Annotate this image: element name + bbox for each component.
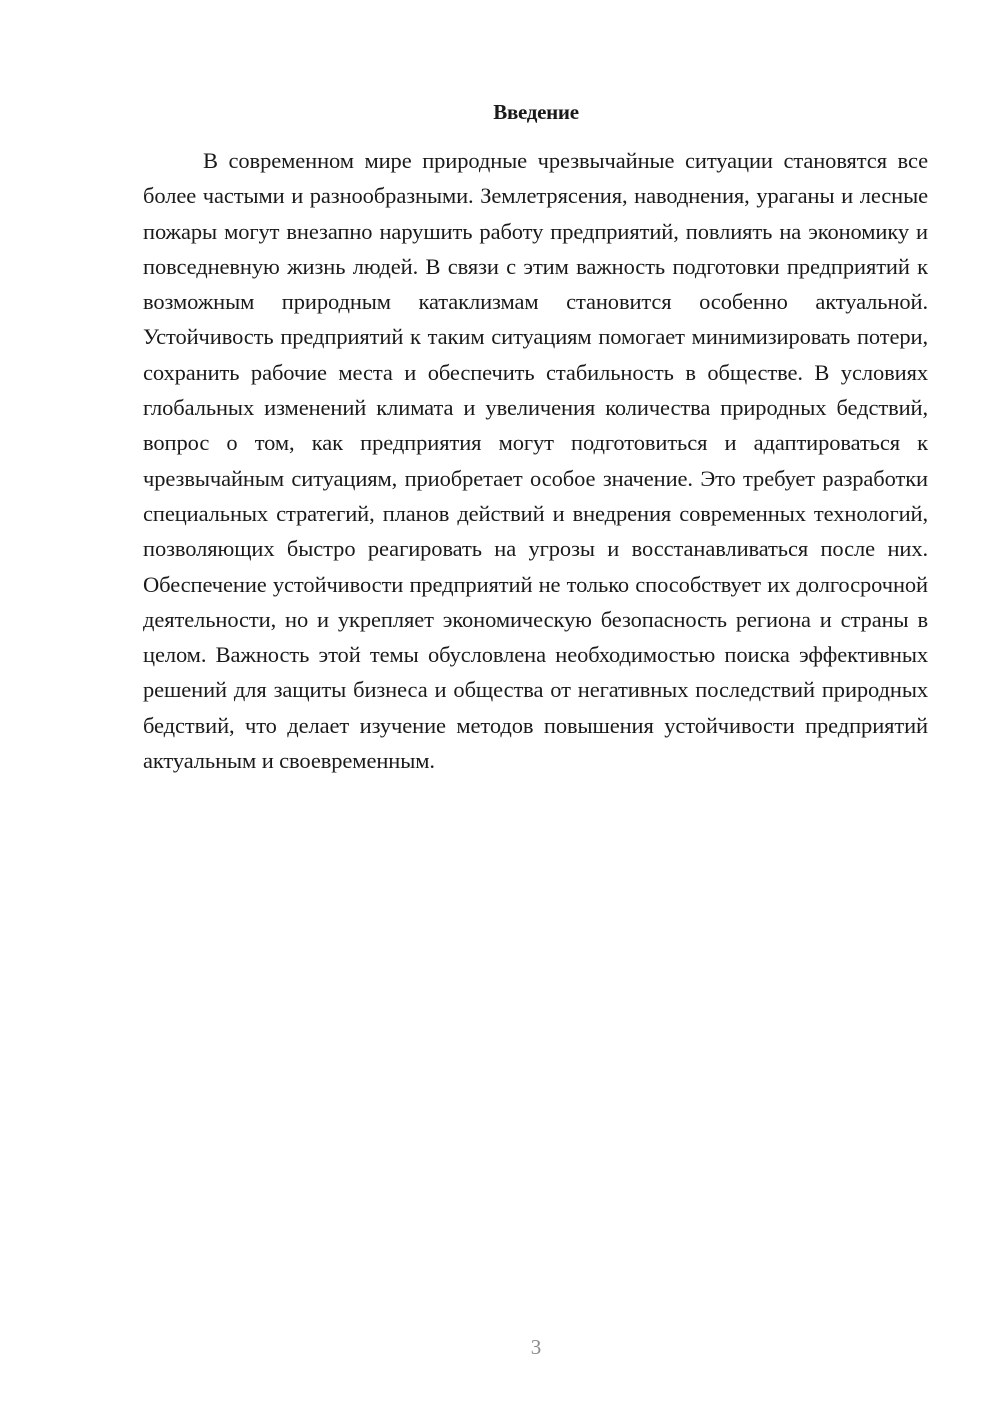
body-paragraph: В современном мире природные чрезвычайные ситуации становятся все более частыми и разнообразными. Землетрясения, наводнения, ураганы и лесные пожары могут внезапно нарушить работу предприятий, повлиять на экономику и повседневную жизнь людей. В связи с этим важность подготовки предприятий к возможным природным катаклизмам становится особенно актуальной. Устойчивость предприятий к таким ситуациям помогает минимизировать потери, сохранить рабочие места и обеспечить стабильность в обществе. В условиях глобальных изменений климата и увеличения количества природных бедствий, вопрос о том, как предприятия могут подготовиться и адаптироваться к чрезвычайным ситуациям, приобретает особое значение. Это требует разработки специальных стратегий, планов действий и внедрения современных технологий, позволяющих быстро реагировать на угрозы и восстанавливаться после них. Обеспечение устойчивости предприятий не только способствует их долгосрочной деятельности, но и укрепляет экономическую безопасность региона и страны в целом. Важность этой темы обусловлена необходимостью поиска эффективных решений для защиты бизнеса и общества от негативных последствий природных бедствий, что делает изучение методов повышения устойчивости предприятий актуальным и своевременным. xyxy=(143,148,928,774)
page-number: 3 xyxy=(530,1335,542,1359)
section-title: Введение xyxy=(493,100,579,124)
